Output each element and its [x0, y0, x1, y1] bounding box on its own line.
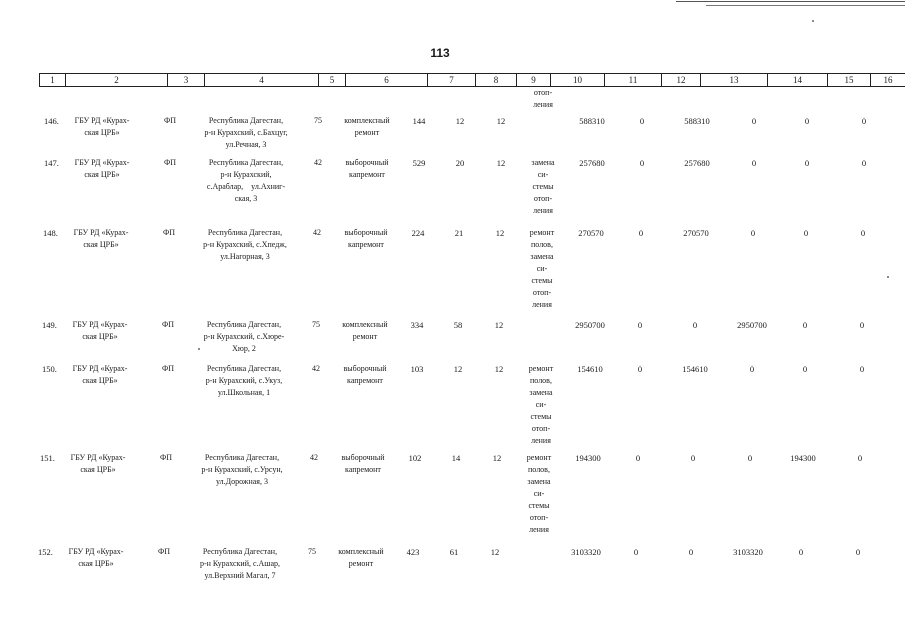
column-number: 8	[476, 74, 517, 86]
value-col11: 588310	[579, 116, 605, 126]
value-col12: 0	[639, 158, 645, 168]
value-col9: 12	[494, 320, 504, 330]
value-col13: 0	[688, 547, 694, 557]
value-col14: 0	[747, 453, 753, 463]
organization-cell: ГБУ РД «Курах- ская ЦРБ»	[70, 453, 126, 474]
value-col7: 334	[410, 320, 424, 330]
page-number: 113	[430, 46, 450, 60]
value-col9: 12	[495, 228, 505, 238]
facility-type-cell: ФП	[161, 364, 175, 373]
value-col13: 270570	[683, 228, 709, 238]
value-col15: 0	[802, 364, 808, 374]
facility-type-cell: ФП	[163, 116, 177, 125]
value-col14: 3103320	[733, 547, 763, 557]
value-col8: 61	[449, 547, 459, 557]
column-number: 5	[319, 74, 346, 86]
value-col12: 0	[637, 364, 643, 374]
work-type-cell: комплексный ремонт	[344, 116, 390, 137]
address-cell: Республика Дагестан, р-н Курахский, с.Укуз, ул.Школьная, 1	[205, 364, 283, 397]
value-col15: 0	[802, 320, 808, 330]
work-note-cell: ремонт полов, замена си- стемы отоп- ления	[526, 453, 552, 534]
column-number: 15	[828, 74, 871, 86]
value-col14: 0	[751, 116, 757, 126]
value-col11: 194300	[575, 453, 601, 463]
value-col13: 257680	[684, 158, 710, 168]
column-number: 6	[346, 74, 428, 86]
value-col13: 0	[692, 320, 698, 330]
column-number: 3	[168, 74, 205, 86]
value-col7: 102	[408, 453, 422, 463]
column-number: 4	[205, 74, 319, 86]
value-col8: 58	[453, 320, 463, 330]
value-col16: 0	[861, 116, 867, 126]
value-col13: 0	[690, 453, 696, 463]
column-number: 7	[428, 74, 476, 86]
row-number: 149.	[42, 320, 57, 330]
work-type-cell: выборочный капремонт	[343, 364, 387, 385]
work-type-cell: выборочный капремонт	[345, 158, 389, 179]
value-col12: 0	[633, 547, 639, 557]
value-col5: 75	[314, 116, 322, 125]
value-col8: 12	[453, 364, 463, 374]
address-cell: Республика Дагестан, р-н Курахский, с.Бахцуг, ул.Речная, 3	[204, 116, 288, 149]
value-col5: 75	[308, 547, 316, 556]
value-col7: 224	[411, 228, 425, 238]
column-number: 1	[40, 74, 66, 86]
address-cell: Республика Дагестан, р-н Курахский, с.Урсун, ул.Дорожная, 3	[201, 453, 283, 486]
value-col15: 0	[803, 228, 809, 238]
scan-edge-line-lower	[706, 5, 905, 6]
value-col7: 529	[412, 158, 426, 168]
value-col11: 3103320	[571, 547, 601, 557]
address-cell: Республика Дагестан, р-н Курахский, с.Хюре- Хюр, 2	[203, 320, 285, 353]
scan-speck	[812, 20, 814, 22]
address-cell: Республика Дагестан, р-н Курахский, с.Хпедж, ул.Нагорная, 3	[203, 228, 287, 261]
value-col7: 423	[406, 547, 420, 557]
value-col14: 2950700	[737, 320, 767, 330]
organization-cell: ГБУ РД «Курах- ская ЦРБ»	[72, 320, 128, 341]
facility-type-cell: ФП	[162, 228, 176, 237]
work-type-cell: выборочный капремонт	[341, 453, 385, 474]
column-number: 9	[517, 74, 551, 86]
facility-type-cell: ФП	[161, 320, 175, 329]
value-col9: 12	[490, 547, 500, 557]
value-col15: 0	[804, 116, 810, 126]
row-number: 146.	[44, 116, 59, 126]
value-col16: 0	[861, 158, 867, 168]
value-col15: 0	[798, 547, 804, 557]
work-type-cell: комплексный ремонт	[338, 547, 384, 568]
row-number: 150.	[42, 364, 57, 374]
value-col8: 14	[451, 453, 461, 463]
work-note-cell: ремонт полов, замена си- стемы отоп- ления	[528, 364, 554, 445]
facility-type-cell: ФП	[163, 158, 177, 167]
organization-cell: ГБУ РД «Курах- ская ЦРБ»	[73, 228, 129, 249]
carryover-note: отоп- ления	[533, 88, 553, 109]
value-col11: 2950700	[575, 320, 605, 330]
value-col16: 0	[857, 453, 863, 463]
value-col14: 0	[749, 364, 755, 374]
work-note-cell: замена си- стемы отоп- ления	[531, 158, 555, 215]
organization-cell: ГБУ РД «Курах- ская ЦРБ»	[68, 547, 124, 568]
column-number: 13	[701, 74, 768, 86]
scan-edge-line	[676, 1, 905, 2]
value-col9: 12	[494, 364, 504, 374]
organization-cell: ГБУ РД «Курах- ская ЦРБ»	[74, 158, 130, 179]
work-type-cell: комплексный ремонт	[342, 320, 388, 341]
value-col14: 0	[751, 158, 757, 168]
column-number: 14	[768, 74, 828, 86]
value-col13: 588310	[684, 116, 710, 126]
column-number: 11	[605, 74, 662, 86]
column-number: 2	[66, 74, 168, 86]
value-col12: 0	[637, 320, 643, 330]
value-col5: 75	[312, 320, 320, 329]
value-col16: 0	[860, 228, 866, 238]
address-cell: Республика Дагестан, р-н Курахский, с.Араблар, ул.Ахниг- ская, 3	[206, 158, 286, 203]
row-number: 151.	[40, 453, 55, 463]
value-col8: 20	[455, 158, 465, 168]
column-number: 10	[551, 74, 605, 86]
value-col5: 42	[314, 158, 322, 167]
organization-cell: ГБУ РД «Курах- ская ЦРБ»	[72, 364, 128, 385]
value-col15: 0	[804, 158, 810, 168]
value-col16: 0	[859, 364, 865, 374]
row-number: 148.	[43, 228, 58, 238]
row-number: 152.	[38, 547, 53, 557]
value-col8: 12	[455, 116, 465, 126]
value-col5: 42	[313, 228, 321, 237]
value-col13: 154610	[682, 364, 708, 374]
value-col9: 12	[496, 158, 506, 168]
value-col7: 103	[410, 364, 424, 374]
organization-cell: ГБУ РД «Курах- ская ЦРБ»	[74, 116, 130, 137]
row-number: 147.	[44, 158, 59, 168]
value-col7: 144	[412, 116, 426, 126]
column-number: 12	[662, 74, 701, 86]
value-col5: 42	[310, 453, 318, 462]
value-col15: 194300	[790, 453, 816, 463]
address-cell: Республика Дагестан, р-н Курахский, с.Ашар, ул.Верхний Магал, 7	[199, 547, 281, 580]
value-col9: 12	[492, 453, 502, 463]
value-col12: 0	[638, 228, 644, 238]
work-note-cell: ремонт полов, замена си- стемы отоп- ления	[529, 228, 555, 309]
value-col8: 21	[454, 228, 464, 238]
facility-type-cell: ФП	[157, 547, 171, 556]
value-col5: 42	[312, 364, 320, 373]
value-col12: 0	[639, 116, 645, 126]
value-col12: 0	[635, 453, 641, 463]
value-col9: 12	[496, 116, 506, 126]
value-col14: 0	[750, 228, 756, 238]
facility-type-cell: ФП	[159, 453, 173, 462]
column-number: 16	[871, 74, 905, 86]
scan-speck	[887, 276, 889, 278]
value-col16: 0	[855, 547, 861, 557]
value-col11: 270570	[578, 228, 604, 238]
column-number-header	[39, 73, 905, 87]
value-col11: 154610	[577, 364, 603, 374]
work-type-cell: выборочный капремонт	[344, 228, 388, 249]
value-col16: 0	[859, 320, 865, 330]
value-col11: 257680	[579, 158, 605, 168]
